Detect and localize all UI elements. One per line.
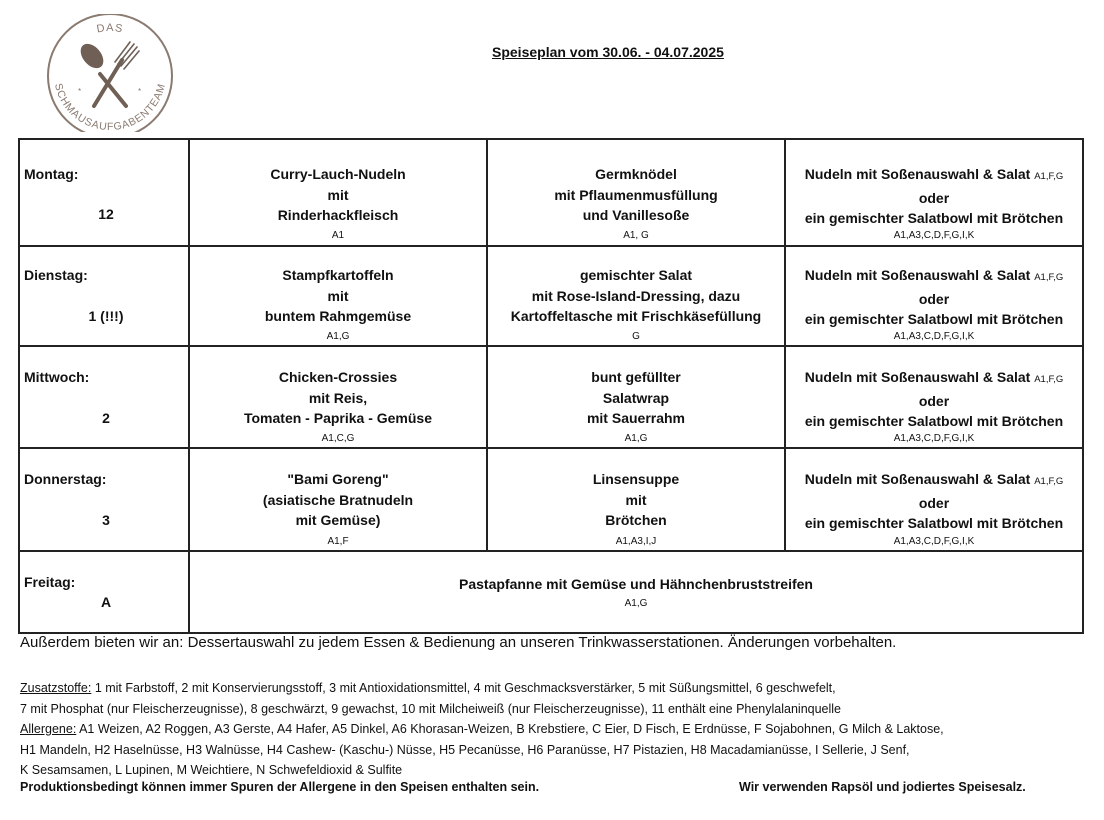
dish-allergens: A1,G	[326, 331, 350, 342]
page-title: Speiseplan vom 30.06. - 04.07.2025	[492, 44, 724, 60]
dish-cell	[786, 449, 1084, 550]
dish-allergens: A1,A3,I,J	[615, 536, 657, 547]
dish-text: Chicken-Crossies mit Reis, Tomaten - Paprika - Gemüse	[243, 369, 432, 426]
footer-traces-note: Produktionsbedingt können immer Spuren der Allergene in den Speisen enthalten sein.	[20, 780, 540, 794]
dish-text: Pastapfanne mit Gemüse und Hähnchenbruststreifen	[459, 576, 813, 592]
legend	[20, 678, 944, 781]
dish-text: Linsensuppe mit Brötchen	[592, 471, 680, 528]
dish-allergens: A1,A3,C,D,F,G,I,K	[893, 536, 975, 547]
dish-cell	[786, 347, 1084, 447]
allergens-line: H1 Mandeln, H2 Haselnüsse, H3 Walnüsse, H4 Cashew- (Kaschu-) Nüsse, H5 Pecanüsse, H6 Paranüsse, H7 Pistazien, H8 Macadamianüsse, I Sellerie, J Senf,	[20, 742, 910, 757]
allergens-label: Allergene:	[20, 722, 77, 736]
dish-cell	[488, 449, 786, 550]
dish-text: Nudeln mit Soßenauswahl & Salat A1,F,G oder ein gemischter Salatbowl mit Brötchen	[804, 166, 1064, 226]
dish-allergens: A1,G	[624, 433, 648, 444]
dish-cell	[488, 245, 786, 345]
dish-allergens: A1,A3,C,D,F,G,I,K	[893, 433, 975, 444]
dish-text: "Bami Goreng" (asiatische Bratnudeln mit Gemüse)	[262, 471, 414, 528]
day-number: A	[100, 594, 112, 610]
dish-allergens: A1	[331, 230, 345, 241]
dish-text: Stampfkartoffeln mit buntem Rahmgemüse	[264, 267, 412, 324]
dish-text: Nudeln mit Soßenauswahl & Salat A1,F,G oder ein gemischter Salatbowl mit Brötchen	[804, 267, 1064, 327]
dish-cell	[786, 245, 1084, 345]
day-name: Donnerstag:	[24, 471, 107, 487]
logo	[30, 14, 190, 144]
day-number: 12	[98, 206, 114, 222]
table-row-donnerstag	[18, 449, 1084, 552]
dish-cell	[190, 140, 488, 245]
day-cell	[18, 449, 190, 550]
dish-cell	[190, 347, 488, 447]
table-row-freitag	[18, 552, 1084, 634]
dish-cell	[488, 347, 786, 447]
menu-table	[18, 138, 1084, 634]
dish-cell	[190, 245, 488, 345]
day-name: Montag:	[24, 166, 79, 182]
allergens-line: Allergene: A1 Weizen, A2 Roggen, A3 Gerste, A4 Hafer, A5 Dinkel, A6 Khorasan-Weizen, B Krebstiere, C Eier, D Fisch, E Erdnüsse, F Sojabohnen, G Milch & Laktose,	[20, 722, 944, 736]
dish-allergens: A1,G	[624, 598, 648, 609]
dish-cell	[190, 552, 1084, 632]
additives-line: Zusatzstoffe: 1 mit Farbstoff, 2 mit Konservierungsstoff, 3 mit Antioxidationsmittel, 4 mit Geschmacksverstärker, 5 mit Süßungsmittel, 6 geschwefelt,	[20, 681, 836, 695]
day-number: 2	[102, 410, 110, 426]
star-icon: *	[78, 87, 82, 96]
table-row-montag	[18, 138, 1084, 247]
day-name: Dienstag:	[24, 267, 88, 283]
dish-allergens: A1,A3,C,D,F,G,I,K	[893, 331, 975, 342]
day-cell	[18, 140, 190, 245]
dish-text: Nudeln mit Soßenauswahl & Salat A1,F,G oder ein gemischter Salatbowl mit Brötchen	[804, 471, 1064, 531]
additives-line: 7 mit Phosphat (nur Fleischerzeugnisse), 8 geschwärzt, 9 gewachst, 10 mit Milcheiweiß (nur Fleischerzeugnisse), 11 enthält eine Phenylalaninquelle	[20, 701, 842, 716]
dish-allergens: G	[632, 331, 640, 342]
dish-cell	[786, 140, 1084, 245]
dish-text: gemischter Salat mit Rose-Island-Dressing, dazu Kartoffeltasche mit Frischkäsefüllung	[510, 267, 762, 324]
table-row-mittwoch	[18, 347, 1084, 449]
dish-allergens: A1,C,G	[321, 433, 355, 444]
dish-allergens: A1,A3,C,D,F,G,I,K	[893, 230, 975, 241]
dish-text: Germknödel mit Pflaumenmusfüllung und Vanillesoße	[554, 166, 718, 223]
day-cell	[18, 347, 190, 447]
logo-ring-text: SCHMAUSAUFGABENTEAM	[51, 81, 169, 134]
dish-text: Nudeln mit Soßenauswahl & Salat A1,F,G oder ein gemischter Salatbowl mit Brötchen	[804, 369, 1064, 429]
dish-cell	[190, 449, 488, 550]
dish-text: bunt gefüllter Salatwrap mit Sauerrahm	[586, 369, 686, 426]
dish-allergens: A1,F	[327, 536, 349, 547]
day-cell	[18, 552, 190, 632]
dish-text: Curry-Lauch-Nudeln mit Rinderhackfleisch	[270, 166, 406, 223]
day-name: Freitag:	[24, 574, 76, 590]
day-name: Mittwoch:	[24, 369, 90, 385]
logo-top-text: DAS	[95, 21, 125, 36]
dish-cell	[488, 140, 786, 245]
table-row-dienstag	[18, 245, 1084, 347]
day-cell	[18, 245, 190, 345]
dish-allergens: A1, G	[623, 230, 649, 241]
star-icon: *	[138, 87, 142, 96]
info-note: Außerdem bieten wir an: Dessertauswahl zu jedem Essen & Bedienung an unseren Trinkwasserstationen. Änderungen vorbehalten.	[20, 634, 897, 651]
allergens-line: K Sesamsamen, L Lupinen, M Weichtiere, N Schwefeldioxid & Sulfite	[20, 763, 403, 777]
additives-label: Zusatzstoffe:	[20, 681, 92, 695]
footer-oil-salt-note: Wir verwenden Rapsöl und jodiertes Speisesalz.	[739, 780, 1026, 794]
day-number: 3	[102, 512, 110, 528]
day-number: 1 (!!!)	[88, 308, 124, 324]
